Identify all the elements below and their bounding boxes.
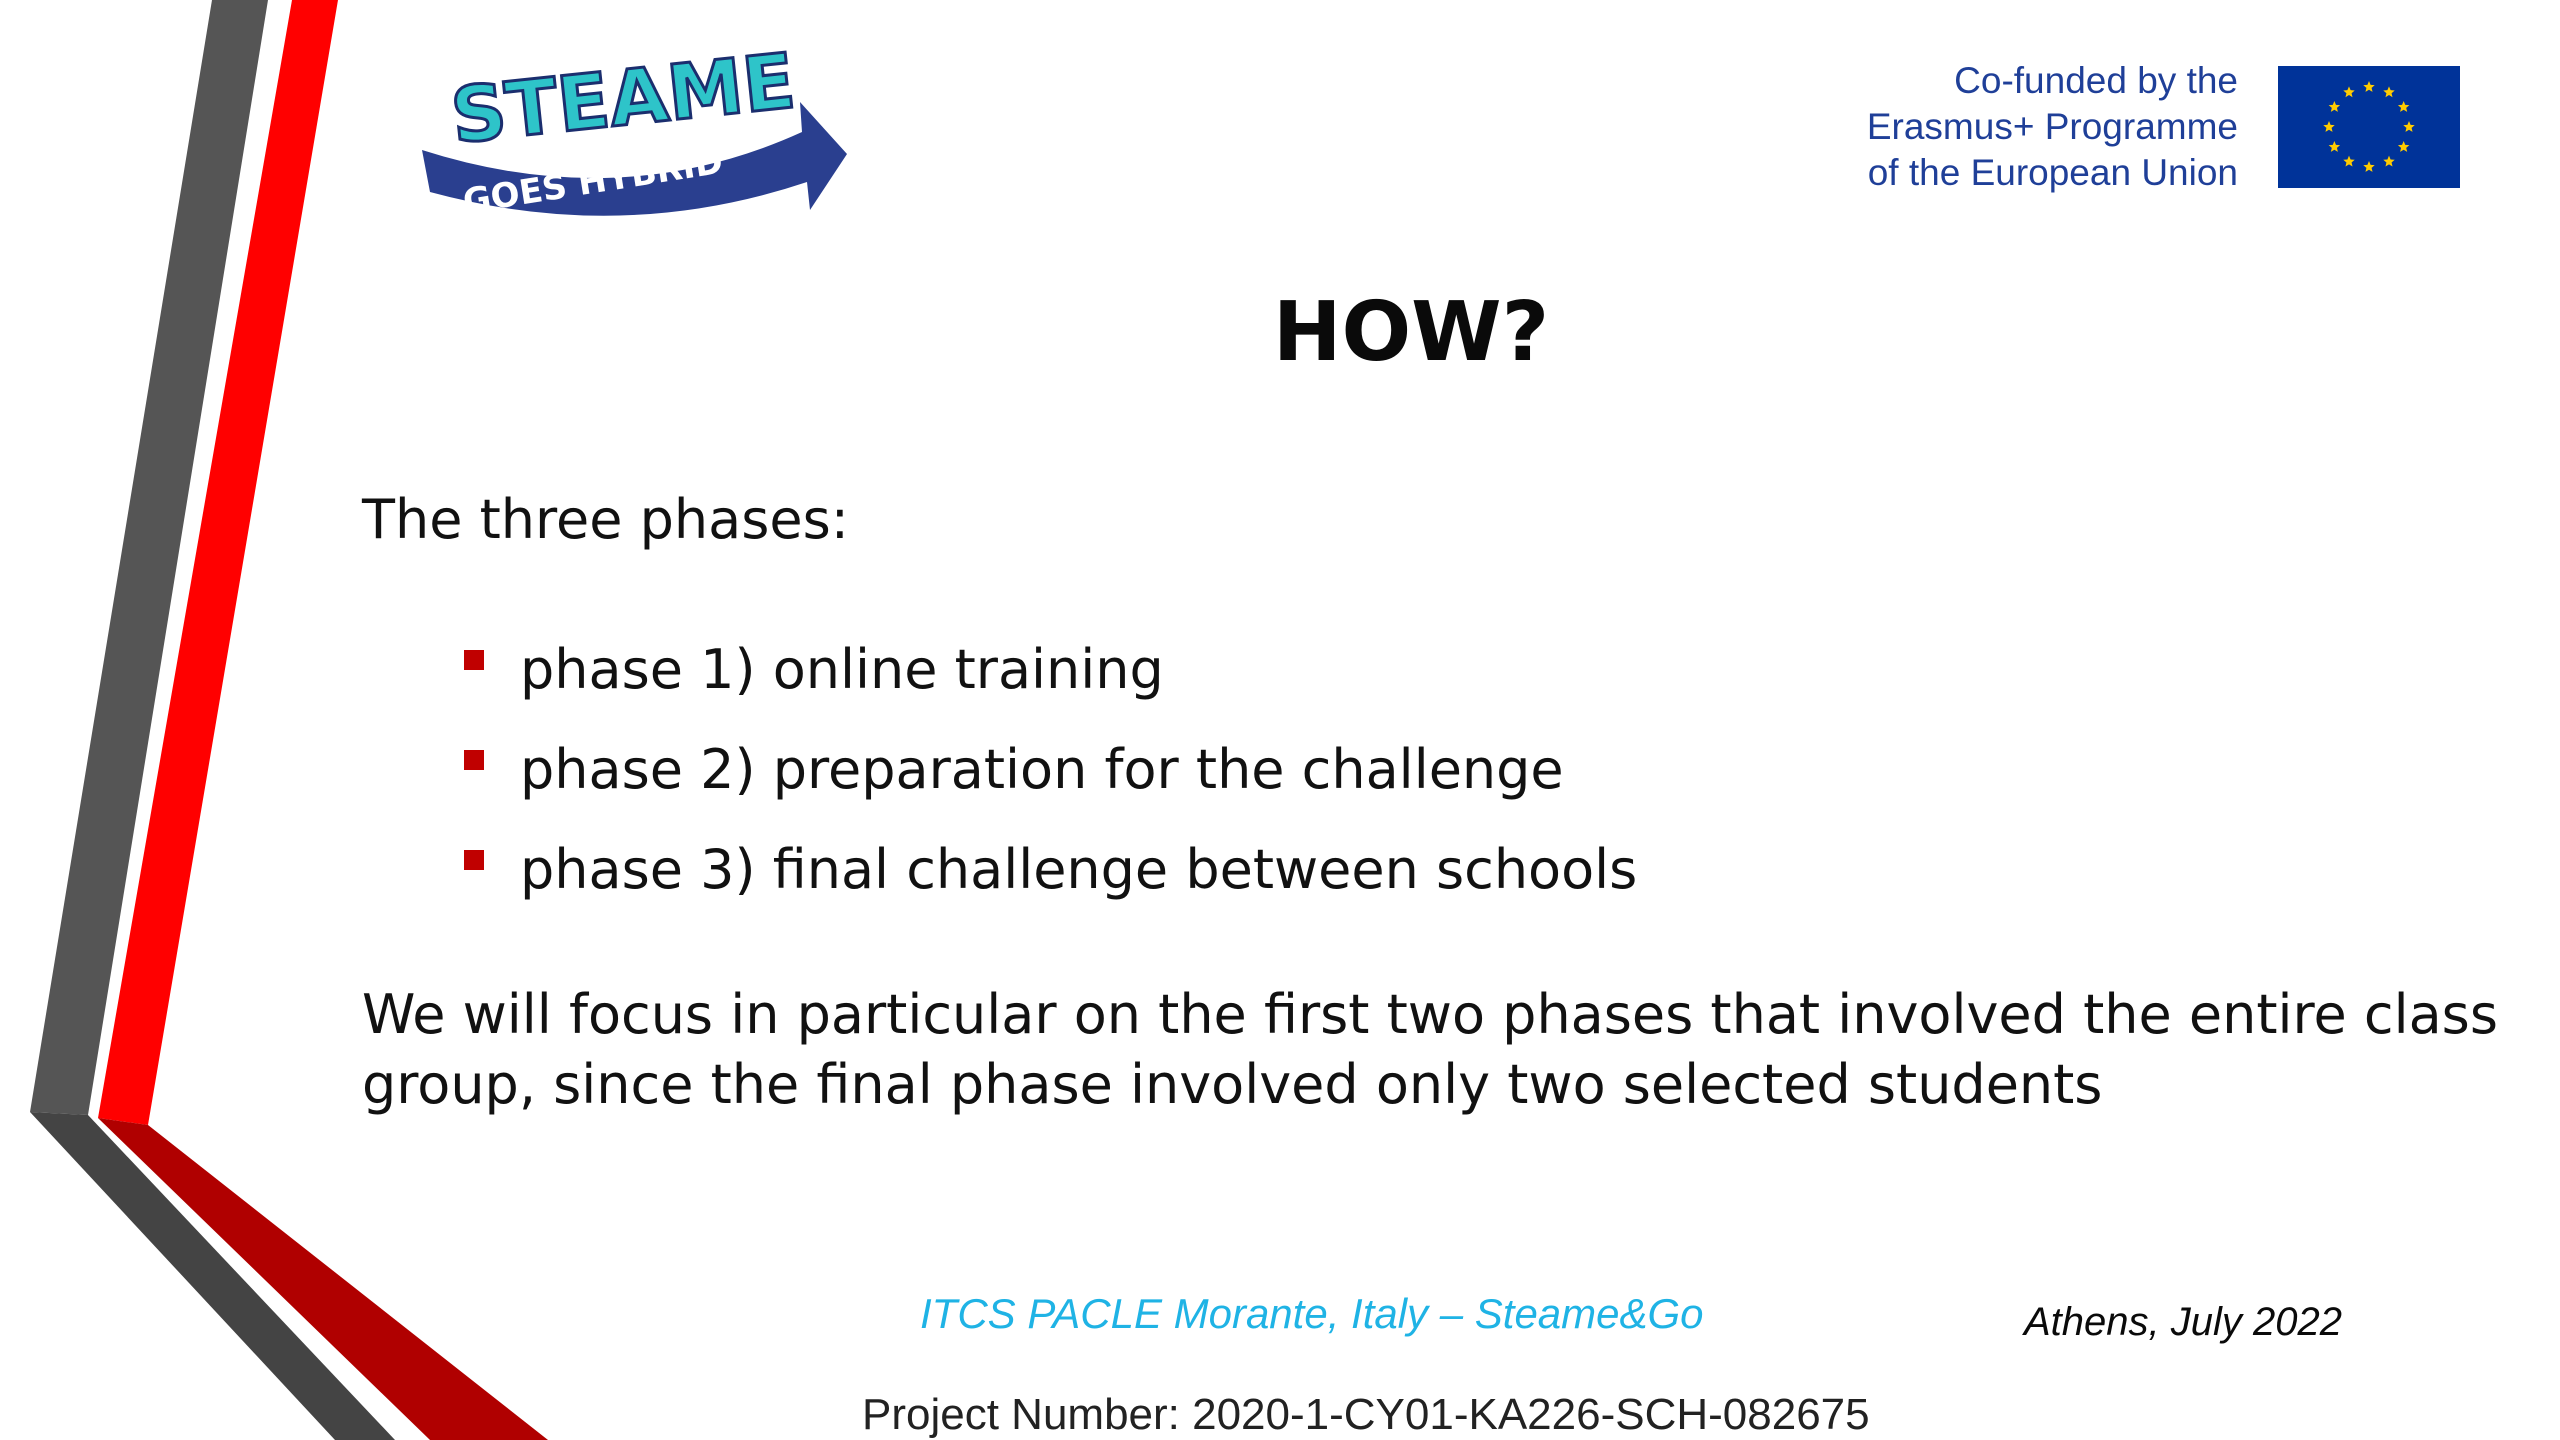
phases-list — [462, 632, 1637, 932]
paragraph-line-2: group, since the final phase involved only two selected students — [362, 1053, 2103, 1116]
footer-organization: ITCS PACLE Morante, Italy – Steame&Go — [920, 1290, 1704, 1337]
slide-title: HOW? — [1272, 285, 1550, 380]
bullet-square-icon — [464, 750, 484, 770]
bullet-square-icon — [464, 850, 484, 870]
footer-date: Athens, July 2022 — [2024, 1300, 2342, 1344]
eu-funding-line-2: Erasmus+ Programme — [1866, 106, 2238, 147]
eu-funding-line-3: of the European Union — [1867, 152, 2238, 193]
phase-text: phase 2) preparation for the challenge — [520, 738, 1564, 801]
svg-text:STEAME: STEAME — [446, 35, 800, 161]
list-item — [462, 732, 1637, 832]
phase-text: phase 1) online training — [520, 638, 1164, 701]
svg-text:GOES HYBRID: GOES HYBRID — [460, 141, 726, 222]
list-item — [462, 832, 1637, 932]
eu-flag-icon — [2278, 66, 2460, 188]
paragraph-line-1: We will focus in particular on the first two phases that involved the entire class — [362, 983, 2498, 1046]
phase-text: phase 3) final challenge between schools — [520, 838, 1638, 901]
eu-funding-text — [1678, 58, 2238, 196]
list-item — [462, 632, 1637, 732]
steame-goes-hybrid-logo — [412, 32, 852, 222]
focus-paragraph — [362, 980, 2498, 1120]
footer-project-number: Project Number: 2020-1-CY01-KA226-SCH-082675 — [862, 1390, 1870, 1439]
intro-text: The three phases: — [362, 488, 849, 551]
gray-band-diagonal — [30, 1112, 395, 1440]
eu-funding-line-1: Co-funded by the — [1954, 60, 2238, 101]
bullet-square-icon — [464, 650, 484, 670]
